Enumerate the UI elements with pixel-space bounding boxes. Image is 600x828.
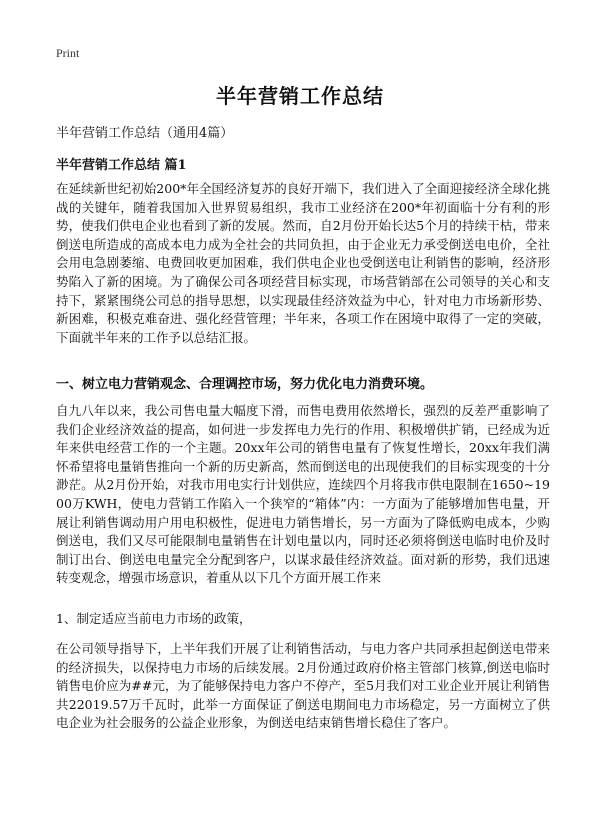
document-subtitle: 半年营销工作总结（通用4篇） bbox=[56, 126, 234, 141]
page-title: 半年营销工作总结 bbox=[216, 84, 384, 108]
paragraph-two: 自九八年以来，我公司售电量大幅度下滑，而售电费用依然增长，强烈的反差严重影响了我们企业经济效益的提高，如何进一步发挥电力先行的作用、积极增供扩销，已经成为近年来供电经营工作的一个主题。20xx年公司的销售电量有了恢复性增长，20xx年我们满怀希望将电量销售推向一个新的历史新高，然而倒送电的出现使我们的目标实现变的十分渺茫。从2月份开始，对我市用电实行计划供应，连续四个月将我市供电限制在1650~1900万KWH，使电力营销工作陷入一个狭窄的“箱体”内：一方面为了能够增加售电量，开展让利销售调动用户用电积极性，促进电力销售增长，另一方面为了降低购电成本，少购倒送电，我们又尽可能限制电量销售在计划电量以内，同时还必须将倒送电临时电价及时制订出台、倒送电电量完全分配到客户，以谋求最佳经济效益。面对新的形势，我们迅速转变观念，增强市场意识，着重从以下几个方面开展工作来 bbox=[56, 403, 550, 586]
section-title: 半年营销工作总结 篇1 bbox=[56, 158, 187, 173]
list-item-one: 1、制定适应当前电力市场的政策， bbox=[56, 611, 252, 626]
heading-one: 一、树立电力营销观念、合理调控市场，努力优化电力消费环境。 bbox=[56, 377, 434, 392]
intro-paragraph: 在延续新世纪初始200*年全国经济复苏的良好开端下，我们进入了全面迎接经济全球化挑战的关键年，随着我国加入世界贸易组织，我市工业经济在200*年初面临十分有利的形势，使我们供电企业也看到了新的发展。然而，自2月份开始长达5个月的持续干枯，带来倒送电所造成的高成本电力成为全社会的共同负担，由于企业无力承受倒送电电价，全社会用电急剧萎缩、电费回收更加困难，我们供电企业也受倒送电让利销售的影响，经济形势陷入了新的困境。为了确保公司各项经营目标实现，市场营销部在公司领导的关心和支持下，紧紧围绕公司总的指导思想，以实现最佳经济效益为中心，针对电力市场新形势、新困难，积极克难奋进、强化经营管理；半年来，各项工作在困境中取得了一定的突破，下面就半年来的工作予以总结汇报。 bbox=[56, 181, 550, 345]
paragraph-three: 在公司领导指导下，上半年我们开展了让利销售活动，与电力客户共同承担起倒送电带来的经济损失，以保持电力市场的后续发展。2月份通过政府价格主管部门核算,倒送电临时销售电价应为##元，为了能够保持电力客户不停产，至5月我们对工业企业开展让利销售共22019.57万千瓦时，此举一方面保证了倒送电期间电力市场稳定，另一方面树立了供电企业为社会服务的公益企业形象，为倒送电结束销售增长稳住了客户。 bbox=[56, 641, 550, 731]
print-link[interactable]: Print bbox=[56, 46, 80, 60]
